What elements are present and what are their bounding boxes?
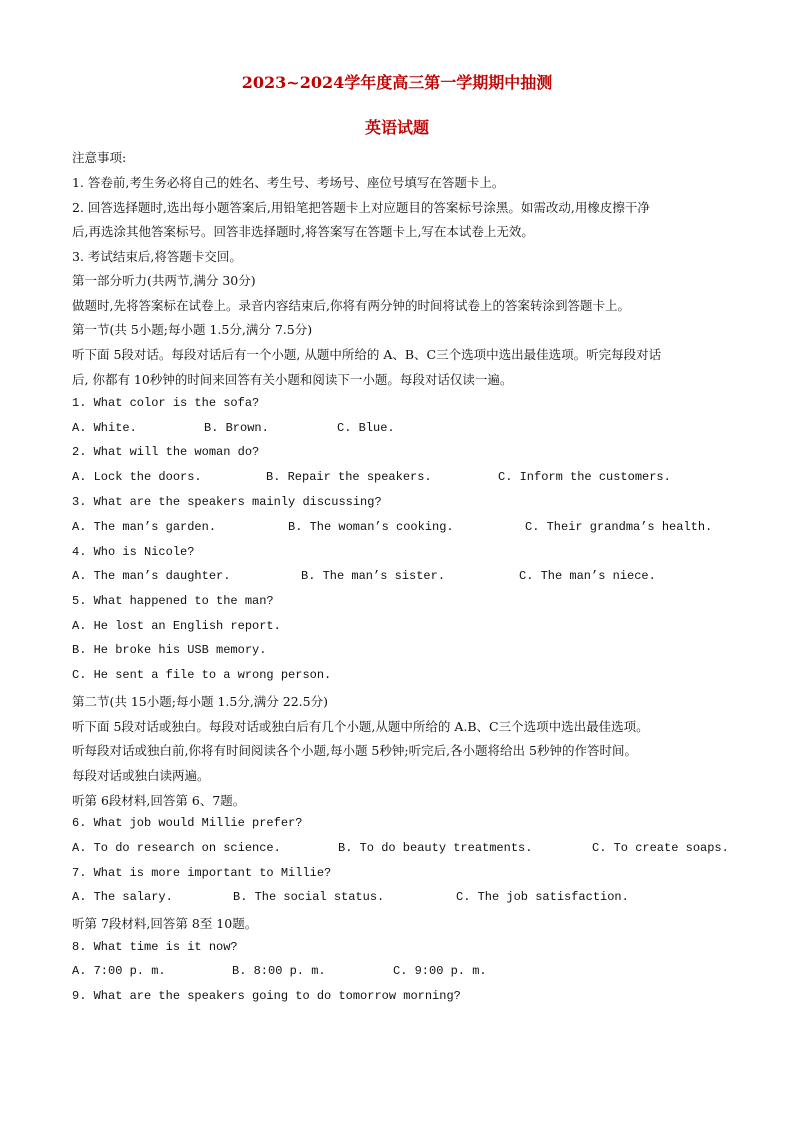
section2-heading: 第二节(共 15小题;每小题 1.5分,满分 22.5分) <box>72 694 328 709</box>
q4-option-b: B. The man’s sister. <box>301 569 446 583</box>
q2-option-a: A. Lock the doors. <box>72 470 202 484</box>
section1-instructions-line-1: 听下面 5段对话。每段对话后有一个小题, 从题中所给的 A、B、C三个选项中选出最佳选项。听完每段对话 <box>72 347 662 362</box>
material-7-instructions: 听第 7段材料,回答第 8至 10题。 <box>72 916 258 931</box>
note-2-line-2: 后,再选涂其他答案标号。回答非选择题时,将答案写在答题卡上,写在本试卷上无效。 <box>72 224 534 239</box>
q2-option-b: B. Repair the speakers. <box>266 470 432 484</box>
q7-option-a: A. The salary. <box>72 890 173 904</box>
q5-option-a: A. He lost an English report. <box>72 619 281 633</box>
part1-heading: 第一部分听力(共两节,满分 30分) <box>72 273 256 288</box>
q6-option-a: A. To do research on science. <box>72 841 281 855</box>
q5-option-b: B. He broke his USB memory. <box>72 643 267 657</box>
notes-heading: 注意事项: <box>72 150 127 165</box>
question-9: 9. What are the speakers going to do tomorrow morning? <box>72 989 461 1003</box>
section1-instructions-line-2: 后, 你都有 10秒钟的时间来回答有关小题和阅读下一小题。每段对话仅读一遍。 <box>72 372 513 387</box>
question-6: 6. What job would Millie prefer? <box>72 816 303 830</box>
section1-heading: 第一节(共 5小题;每小题 1.5分,满分 7.5分) <box>72 322 313 337</box>
part1-instructions: 做题时,先将答案标在试卷上。录音内容结束后,你将有两分钟的时间将试卷上的答案转涂到答题卡上。 <box>72 298 630 313</box>
q2-option-c: C. Inform the customers. <box>498 470 671 484</box>
section2-instructions-line-2: 听每段对话或独白前,你将有时间阅读各个小题,每小题 5秒钟;听完后,各小题将给出 5秒钟的作答时间。 <box>72 743 637 758</box>
section2-instructions-line-1: 听下面 5段对话或独白。每段对话或独白后有几个小题,从题中所给的 A.B、C三个选项中选出最佳选项。 <box>72 719 649 734</box>
note-1: 1. 答卷前,考生务必将自己的姓名、考生号、考场号、座位号填写在答题卡上。 <box>72 175 505 190</box>
question-5: 5. What happened to the man? <box>72 594 274 608</box>
q3-option-a: A. The man’s garden. <box>72 520 217 534</box>
q8-option-b: B. 8:00 p. m. <box>232 964 326 978</box>
q8-option-c: C. 9:00 p. m. <box>393 964 487 978</box>
section2-instructions-line-3: 每段对话或独白读两遍。 <box>72 768 210 783</box>
question-1: 1. What color is the sofa? <box>72 396 260 410</box>
exam-title: 2023~2024学年度高三第一学期期中抽测 <box>241 73 553 92</box>
note-2-line-1: 2. 回答选择题时,选出每小题答案后,用铅笔把答题卡上对应题目的答案标号涂黑。如需改动,用橡皮擦干净 <box>72 200 650 215</box>
q4-option-a: A. The man’s daughter. <box>72 569 231 583</box>
q4-option-c: C. The man’s niece. <box>519 569 656 583</box>
question-3: 3. What are the speakers mainly discussing? <box>72 495 382 509</box>
q6-option-c: C. To create soaps. <box>592 841 729 855</box>
q1-option-c: C. Blue. <box>337 421 395 435</box>
q1-option-a: A. White. <box>72 421 137 435</box>
q7-option-b: B. The social status. <box>233 890 385 904</box>
question-4: 4. Who is Nicole? <box>72 545 195 559</box>
question-2: 2. What will the woman do? <box>72 445 260 459</box>
q3-option-b: B. The woman’s cooking. <box>288 520 454 534</box>
note-3: 3. 考试结束后,将答题卡交回。 <box>72 249 242 264</box>
question-7: 7. What is more important to Millie? <box>72 866 332 880</box>
q7-option-c: C. The job satisfaction. <box>456 890 629 904</box>
q5-option-c: C. He sent a file to a wrong person. <box>72 668 332 682</box>
question-8: 8. What time is it now? <box>72 940 238 954</box>
q1-option-b: B. Brown. <box>204 421 269 435</box>
q3-option-c: C. Their grandma’s health. <box>525 520 713 534</box>
exam-subtitle: 英语试题 <box>364 118 429 137</box>
q6-option-b: B. To do beauty treatments. <box>338 841 533 855</box>
material-6-instructions: 听第 6段材料,回答第 6、7题。 <box>72 793 246 808</box>
q8-option-a: A. 7:00 p. m. <box>72 964 166 978</box>
